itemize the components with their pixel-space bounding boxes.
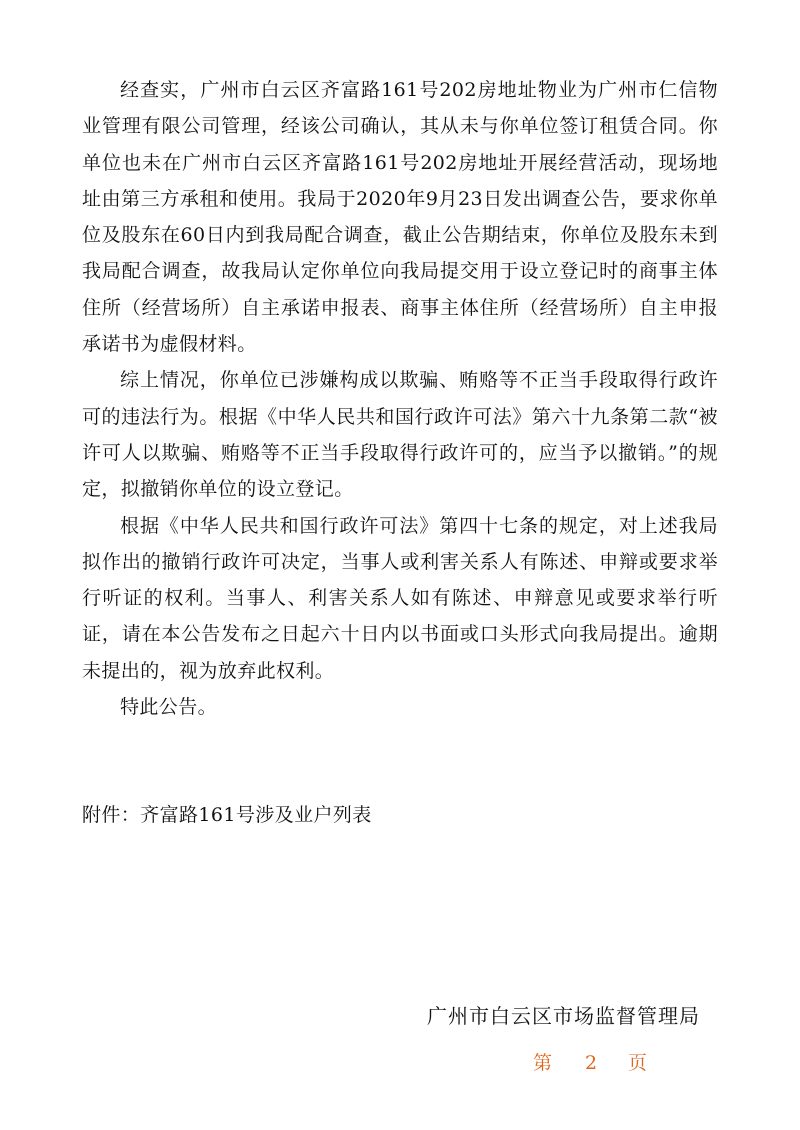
notice-body	[82, 72, 718, 725]
page-number-value: 2	[585, 1052, 598, 1074]
paragraph-investigation: 经查实，广州市白云区齐富路161号202房地址物业为广州市仁信物业管理有限公司管理，经该公司确认，其从未与你单位签订租赁合同。你单位也未在广州市白云区齐富路161号202房地址开展经营活动，现场地址由第三方承租和使用。我局于2020年9月23日发出调查公告，要求你单位及股东在60日内到我局配合调查，截止公告期结束，你单位及股东未到我局配合调查，故我局认定你单位向我局提交用于设立登记时的商事主体住所（经营场所）自主承诺申报表、商事主体住所（经营场所）自主申报承诺书为虚假材料。	[82, 79, 718, 356]
paragraph-closing: 特此公告。	[120, 696, 218, 719]
issuing-authority-signature: 广州市白云区市场监督管理局	[427, 1004, 700, 1028]
page-number-prefix: 第	[533, 1052, 553, 1074]
paragraph-conclusion: 综上情况，你单位已涉嫌构成以欺骗、贿赂等不正当手段取得行政许可的违法行为。根据《中华人民共和国行政许可法》第六十九条第二款“被许可人以欺骗、贿赂等不正当手段取得行政许可的，应当予以撤销。”的规定，拟撤销你单位的设立登记。	[82, 369, 718, 501]
paragraph-legal-rights: 根据《中华人民共和国行政许可法》第四十七条的规定，对上述我局拟作出的撤销行政许可决定，当事人或利害关系人有陈述、申辩或要求举行听证的权利。当事人、利害关系人如有陈述、申辩意见或要求举行听证，请在本公告发布之日起六十日内以书面或口头形式向我局提出。逾期未提出的，视为放弃此权利。	[82, 514, 718, 682]
page-number-suffix: 页	[628, 1052, 648, 1074]
attachment-line: 附件：齐富路161号涉及业户列表	[82, 804, 372, 826]
